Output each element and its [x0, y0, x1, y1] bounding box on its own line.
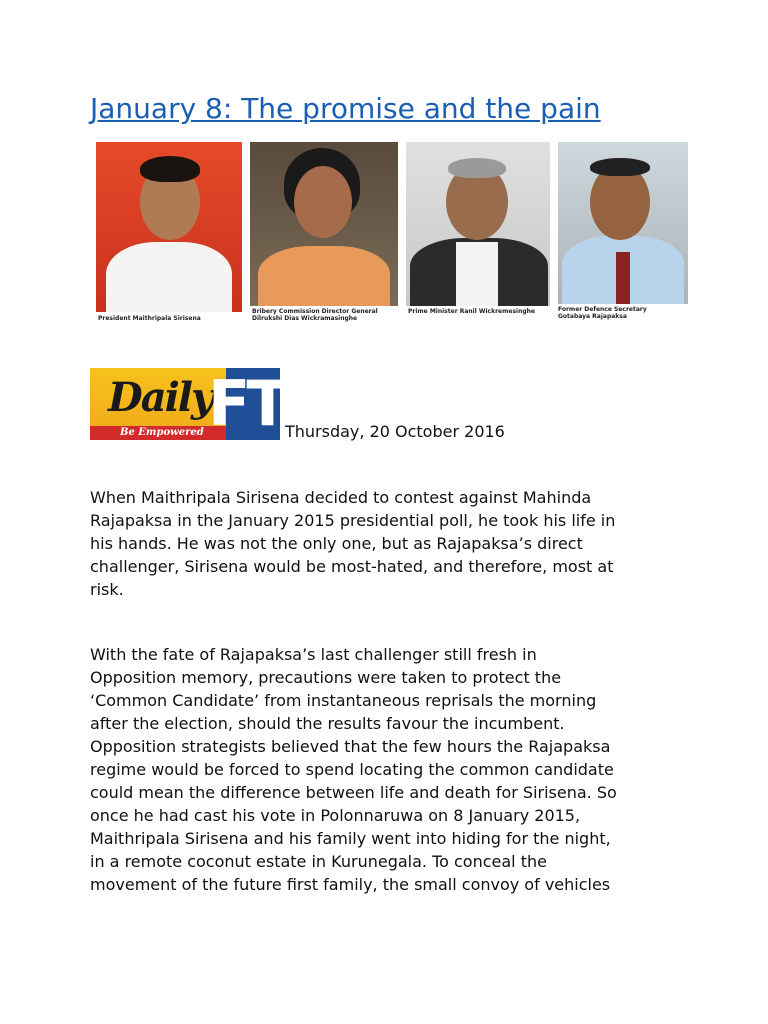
text-line: Opposition memory, precautions were taken to protect the [90, 668, 562, 687]
daily-ft-logo [90, 367, 285, 440]
text-line: could mean the difference between life and death for Sirisena. So [90, 783, 617, 802]
text-line: Rajapaksa in the January 2015 presidential poll, he took his life in [90, 511, 616, 530]
portrait-icon [96, 142, 242, 312]
text-line: challenger, Sirisena would be most-hated, and therefore, most at [90, 557, 614, 576]
article-title-link[interactable]: January 8: The promise and the pain [90, 92, 601, 125]
text-line: his hands. He was not the only one, but as Rajapaksa’s direct [90, 534, 583, 553]
text-line: With the fate of Rajapaksa’s last challenger still fresh in [90, 645, 537, 664]
photo-caption-line: Former Defence Secretary [558, 306, 647, 313]
portrait-icon [558, 142, 688, 304]
photo-caption-line: Bribery Commission Director General [252, 308, 378, 315]
photo-strip [96, 142, 688, 342]
logo-wordmark-daily: Daily [108, 374, 213, 421]
article-paragraph-1 [90, 486, 690, 601]
text-line: in a remote coconut estate in Kurunegala. To conceal the [90, 852, 547, 871]
portrait-icon [250, 142, 398, 306]
photo-caption-line: President Maithripala Sirisena [98, 315, 201, 322]
logo-wordmark-ft: FT [208, 367, 285, 440]
photo-caption-line: Dilrukshi Dias Wickramasinghe [252, 315, 358, 322]
text-line: Opposition strategists believed that the few hours the Rajapaksa [90, 737, 611, 756]
text-line: once he had cast his vote in Polonnaruwa on 8 January 2015, [90, 806, 581, 825]
text-line: after the election, should the results favour the incumbent. [90, 714, 565, 733]
text-line: movement of the future first family, the small convoy of vehicles [90, 875, 611, 894]
text-line: When Maithripala Sirisena decided to contest against Mahinda [90, 488, 592, 507]
publish-date: Thursday, 20 October 2016 [285, 422, 505, 441]
photo-caption-line: Gotabaya Rajapaksa [558, 313, 627, 320]
portrait-icon [406, 142, 550, 306]
article-paragraph-2 [90, 643, 690, 896]
photo-caption-line: Prime Minister Ranil Wickremesinghe [408, 308, 535, 315]
text-line: risk. [90, 580, 124, 599]
text-line: regime would be forced to spend locating the common candidate [90, 760, 614, 779]
text-line: Maithripala Sirisena and his family went into hiding for the night, [90, 829, 611, 848]
logo-tagline: Be Empowered [120, 427, 204, 438]
text-line: ‘Common Candidate’ from instantaneous reprisals the morning [90, 691, 597, 710]
